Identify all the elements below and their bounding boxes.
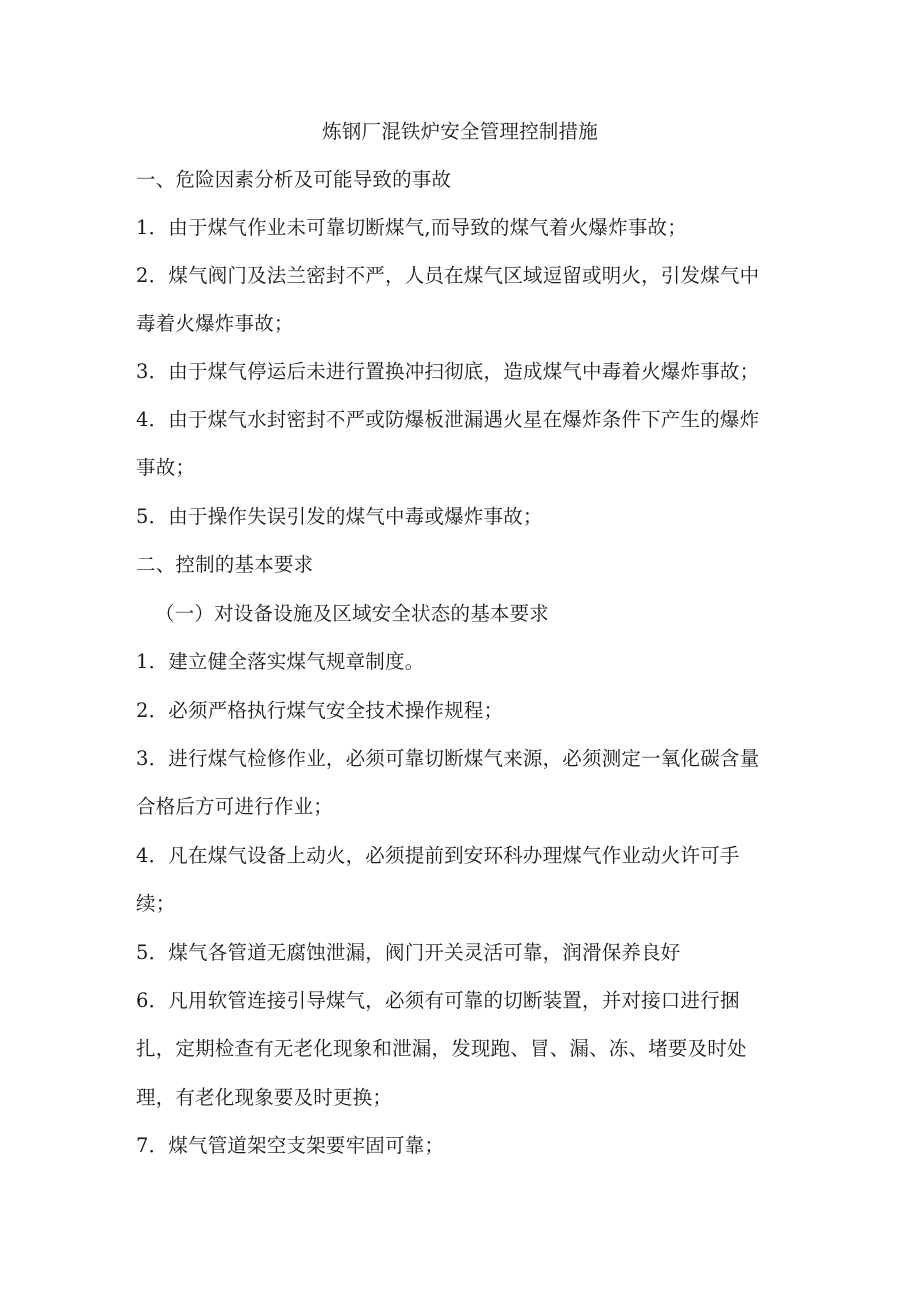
paragraph-line: 6．凡用软管连接引导煤气，必须有可靠的切断装置，并对接口进行捆 <box>136 989 740 1012</box>
paragraph-line: 1．建立健全落实煤气规章制度。 <box>136 650 425 673</box>
section-heading-1: 一、危险因素分析及可能导致的事故 <box>136 168 452 191</box>
subsection-heading: （一）对设备设施及区域安全状态的基本要求 <box>155 602 550 625</box>
paragraph-line: 扎，定期检查有无老化现象和泄漏，发现跑、冒、漏、冻、堵要及时处 <box>136 1037 747 1060</box>
paragraph-line: 7．煤气管道架空支架要牢固可靠； <box>136 1134 445 1157</box>
paragraph-line: 4．凡在煤气设备上动火，必须提前到安环科办理煤气作业动火许可手 <box>136 844 740 867</box>
paragraph-line: 2．必须严格执行煤气安全技术操作规程； <box>136 699 504 722</box>
paragraph-line: 1．由于煤气作业未可靠切断煤气,而导致的煤气着火爆炸事故； <box>136 216 687 239</box>
paragraph-line: 理，有老化现象要及时更换； <box>136 1086 393 1109</box>
document-title: 炼钢厂混铁炉安全管理控制措施 <box>322 120 598 143</box>
paragraph-line: 4．由于煤气水封密封不严或防爆板泄漏遇火星在爆炸条件下产生的爆炸 <box>136 408 760 431</box>
section-heading-2: 二、控制的基本要求 <box>136 553 314 576</box>
paragraph-line: 合格后方可进行作业； <box>136 795 334 818</box>
paragraph-line: 事故； <box>136 456 196 479</box>
paragraph-line: 5．由于操作失误引发的煤气中毒或爆炸事故； <box>136 505 543 528</box>
paragraph-line: 3．由于煤气停运后未进行置换冲扫彻底，造成煤气中毒着火爆炸事故； <box>136 360 760 383</box>
paragraph-line: 3．进行煤气检修作业，必须可靠切断煤气来源，必须测定一氧化碳含量 <box>136 747 760 770</box>
paragraph-line: 2．煤气阀门及法兰密封不严，人员在煤气区域逗留或明火，引发煤气中 <box>136 264 760 287</box>
paragraph-line: 毒着火爆炸事故； <box>136 312 294 335</box>
paragraph-line: 续； <box>136 892 176 915</box>
paragraph-line: 5．煤气各管道无腐蚀泄漏，阀门开关灵活可靠，润滑保养良好 <box>136 941 681 964</box>
